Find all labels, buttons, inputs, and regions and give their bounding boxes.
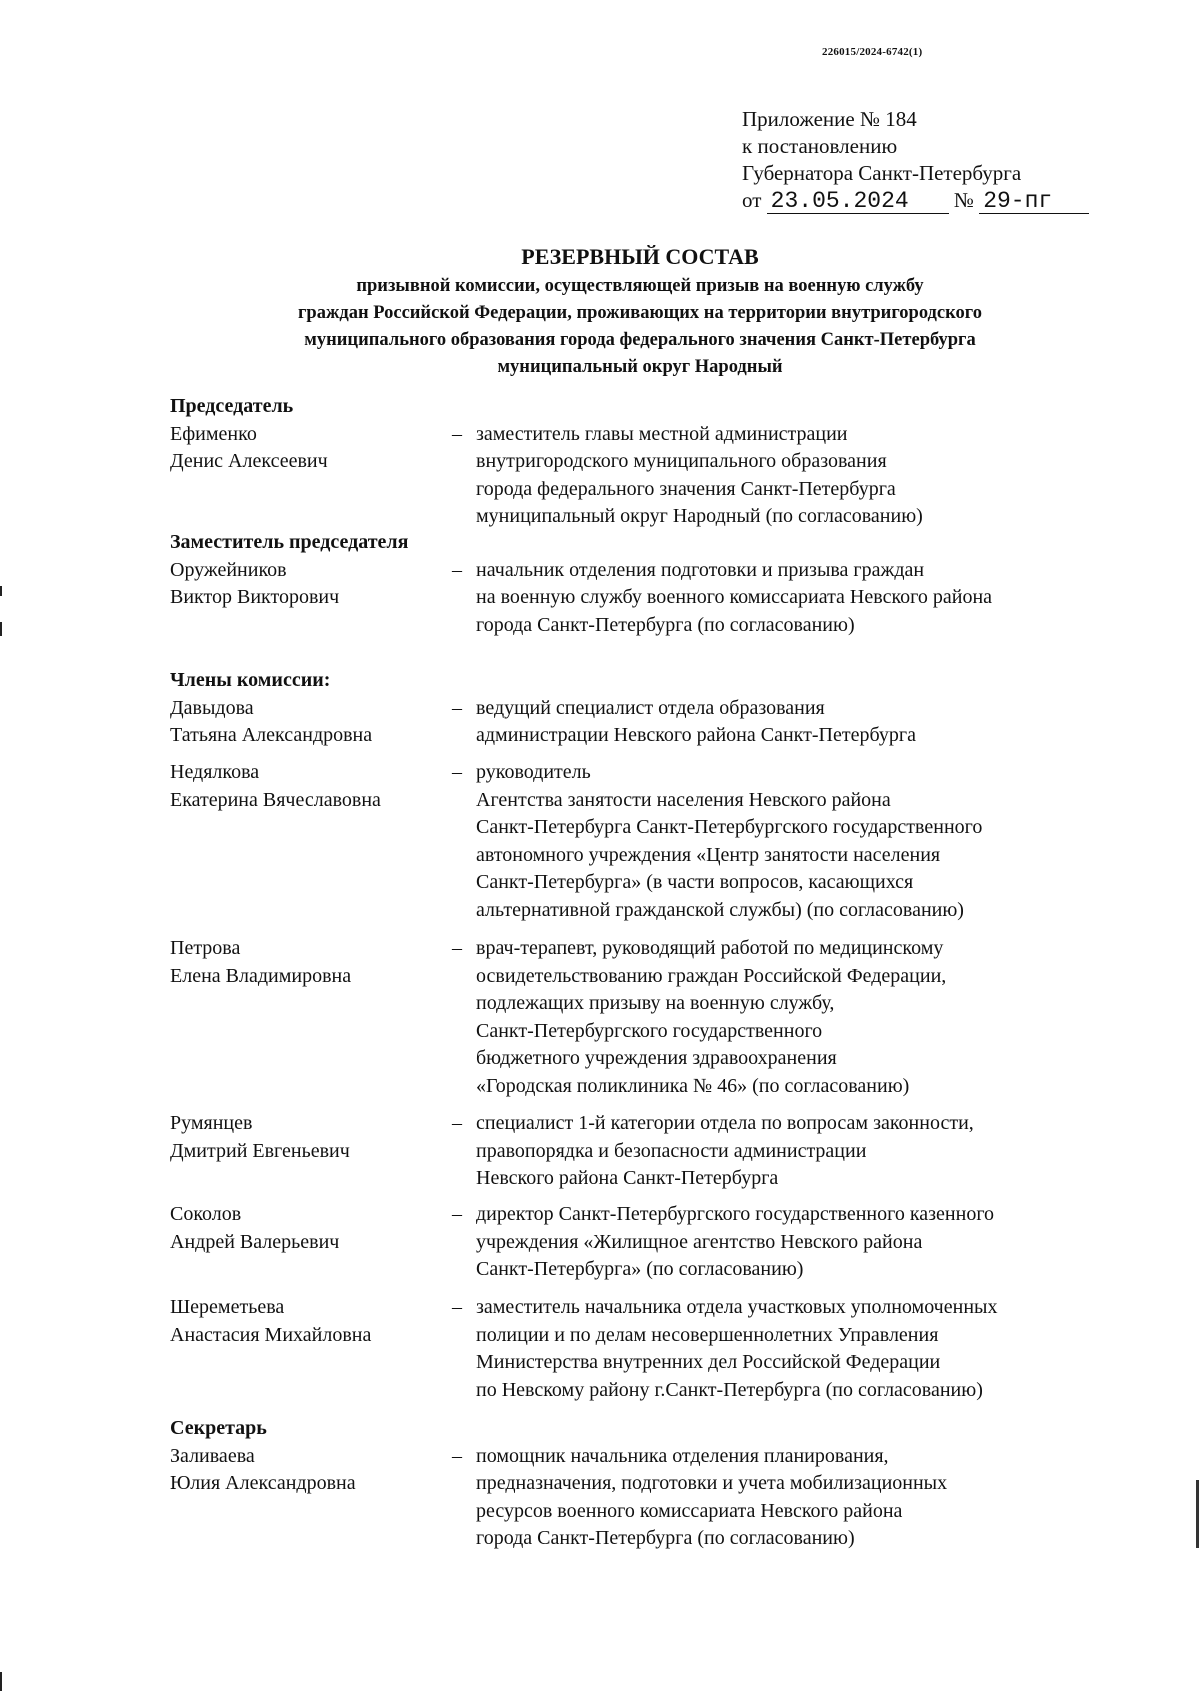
person-entry — [170, 557, 1120, 640]
desc-line: бюджетного учреждения здравоохранения — [476, 1047, 837, 1069]
given-names: Анастасия Михайловна — [170, 1323, 372, 1346]
subtitle-line: граждан Российской Федерации, проживающих на территории внутригородского — [298, 303, 982, 323]
subtitle-line: муниципального образования города федерального значения Санкт-Петербурга — [304, 330, 976, 350]
given-names: Дмитрий Евгеньевич — [170, 1139, 350, 1162]
desc-line: врач-терапевт, руководящий работой по медицинскому — [476, 937, 944, 959]
person-name — [170, 1294, 452, 1404]
role-heading: Члены комиссии: — [170, 669, 331, 691]
desc-line: специалист 1-й категории отдела по вопросам законности, — [476, 1112, 974, 1134]
desc-line: Санкт-Петербурга Санкт-Петербургского государственного — [476, 816, 983, 838]
desc-line: учреждения «Жилищное агентство Невского района — [476, 1230, 923, 1253]
person-name — [170, 935, 452, 1100]
position-description — [476, 557, 1116, 640]
desc-line: администрации Невского района Санкт-Петербурга — [476, 724, 916, 746]
section-members — [170, 667, 1120, 750]
given-names: Елена Владимировна — [170, 964, 352, 987]
decree-number: 29-пг — [979, 189, 1089, 214]
surname: Оружейников — [170, 558, 287, 581]
desc-line: внутригородского муниципального образования — [476, 450, 887, 472]
dash: – — [452, 1203, 462, 1225]
desc-line: директор Санкт-Петербургского государственного казенного — [476, 1203, 995, 1225]
subtitle-line: призывной комиссии, осуществляющей призыв на военную службу — [356, 276, 924, 296]
position-description — [476, 759, 1116, 924]
position-description — [476, 1443, 1116, 1553]
role-heading: Председатель — [170, 395, 294, 417]
desc-line: полиции и по делам несовершеннолетних Управления — [476, 1323, 939, 1346]
person-block — [170, 1294, 1120, 1404]
appendix-line: к постановлению — [742, 134, 898, 158]
desc-line: города Санкт-Петербурга (по согласованию) — [476, 613, 855, 636]
position-description — [476, 935, 1116, 1100]
desc-line: Агентства занятости населения Невского района — [476, 788, 891, 811]
appendix-date-row — [742, 187, 1089, 214]
given-names: Денис Алексеевич — [170, 450, 328, 472]
given-names: Татьяна Александровна — [170, 724, 373, 746]
dash: – — [452, 1112, 462, 1134]
desc-line: ведущий специалист отдела образования — [476, 696, 825, 719]
person-entry — [170, 935, 1120, 1100]
desc-line: города федерального значения Санкт-Петербурга — [476, 477, 896, 500]
desc-line: Санкт-Петербургского государственного — [476, 1019, 823, 1042]
position-description — [476, 421, 1116, 531]
desc-line: ресурсов военного комиссариата Невского района — [476, 1499, 903, 1522]
surname: Давыдова — [170, 696, 254, 719]
surname: Соколов — [170, 1203, 242, 1225]
surname: Ефименко — [170, 422, 257, 445]
person-name — [170, 421, 452, 531]
desc-line: заместитель главы местной администрации — [476, 422, 848, 445]
document-subtitle — [170, 273, 1110, 381]
appendix-line: Губернатора Санкт-Петербурга — [742, 161, 1022, 185]
date-prefix: от — [742, 188, 762, 212]
desc-line: Министерства внутренних дел Российской Федерации — [476, 1351, 941, 1373]
dash: – — [452, 696, 462, 719]
person-entry — [170, 1294, 1120, 1404]
person-entry — [170, 1110, 1120, 1193]
desc-line: руководитель — [476, 761, 591, 783]
subtitle-line: муниципальный округ Народный — [497, 357, 783, 377]
desc-line: правопорядка и безопасности администрации — [476, 1139, 867, 1162]
person-entry — [170, 1443, 1120, 1553]
desc-line: освидетельствованию граждан Российской Федерации, — [476, 964, 947, 987]
person-name — [170, 1443, 452, 1553]
decree-date: 23.05.2024 — [767, 189, 949, 214]
desc-line: муниципальный округ Народный (по согласованию) — [476, 505, 923, 527]
desc-line: Санкт-Петербурга» (по согласованию) — [476, 1258, 804, 1280]
desc-line: предназначения, подготовки и учета мобилизационных — [476, 1472, 948, 1494]
position-description — [476, 1201, 1116, 1284]
person-block — [170, 759, 1120, 924]
desc-line: помощник начальника отделения планирования, — [476, 1444, 889, 1467]
scan-edge-mark — [0, 586, 2, 596]
surname: Заливаева — [170, 1444, 255, 1467]
scan-edge-mark — [0, 622, 2, 636]
desc-line: альтернативной гражданской службы) (по согласованию) — [476, 898, 964, 921]
role-heading: Секретарь — [170, 1417, 267, 1439]
number-prefix: № — [953, 188, 974, 212]
person-name — [170, 1110, 452, 1193]
person-entry — [170, 759, 1120, 924]
given-names: Екатерина Вячеславовна — [170, 788, 381, 811]
person-entry — [170, 695, 1120, 750]
surname: Румянцев — [170, 1112, 253, 1134]
section-chair — [170, 393, 1120, 531]
surname: Петрова — [170, 937, 241, 959]
document-number: 226015/2024-6742(1) — [822, 46, 923, 58]
appendix-header — [742, 106, 1089, 214]
person-block — [170, 1201, 1120, 1284]
appendix-line: Приложение № 184 — [742, 107, 917, 131]
given-names: Андрей Валерьевич — [170, 1230, 340, 1253]
scan-edge-mark — [1196, 1480, 1199, 1548]
desc-line: автономного учреждения «Центр занятости населения — [476, 843, 941, 866]
person-name — [170, 1201, 452, 1284]
person-name — [170, 759, 452, 924]
dash: – — [452, 1296, 462, 1318]
desc-line: по Невскому району г.Санкт-Петербурга (по согласованию) — [476, 1378, 983, 1401]
person-entry — [170, 421, 1120, 531]
dash: – — [452, 422, 462, 445]
given-names: Юлия Александровна — [170, 1472, 356, 1494]
desc-line: «Городская поликлиника № 46» (по согласованию) — [476, 1074, 910, 1097]
document-title: РЕЗЕРВНЫЙ СОСТАВ — [521, 244, 759, 269]
desc-line: заместитель начальника отдела участковых уполномоченных — [476, 1296, 998, 1318]
dash: – — [452, 558, 462, 581]
scan-edge-mark — [0, 1672, 2, 1691]
desc-line: города Санкт-Петербурга (по согласованию) — [476, 1527, 855, 1549]
desc-line: Невского района Санкт-Петербурга — [476, 1167, 779, 1189]
section-secretary — [170, 1415, 1120, 1553]
person-entry — [170, 1201, 1120, 1284]
dash: – — [452, 937, 462, 959]
role-heading: Заместитель председателя — [170, 531, 409, 553]
position-description — [476, 1110, 1116, 1193]
person-block — [170, 935, 1120, 1100]
section-deputy — [170, 529, 1120, 639]
desc-line: подлежащих призыву на военную службу, — [476, 992, 835, 1014]
surname: Недялкова — [170, 761, 260, 783]
surname: Шереметьева — [170, 1296, 285, 1318]
desc-line: Санкт-Петербурга» (в части вопросов, касающихся — [476, 871, 914, 893]
position-description — [476, 695, 1116, 750]
desc-line: начальник отделения подготовки и призыва граждан — [476, 558, 925, 581]
desc-line: на военную службу военного комиссариата Невского района — [476, 586, 993, 608]
person-block — [170, 1110, 1120, 1193]
dash: – — [452, 1444, 462, 1467]
person-name — [170, 695, 452, 750]
dash: – — [452, 761, 462, 783]
given-names: Виктор Викторович — [170, 586, 340, 608]
person-name — [170, 557, 452, 640]
position-description — [476, 1294, 1116, 1404]
